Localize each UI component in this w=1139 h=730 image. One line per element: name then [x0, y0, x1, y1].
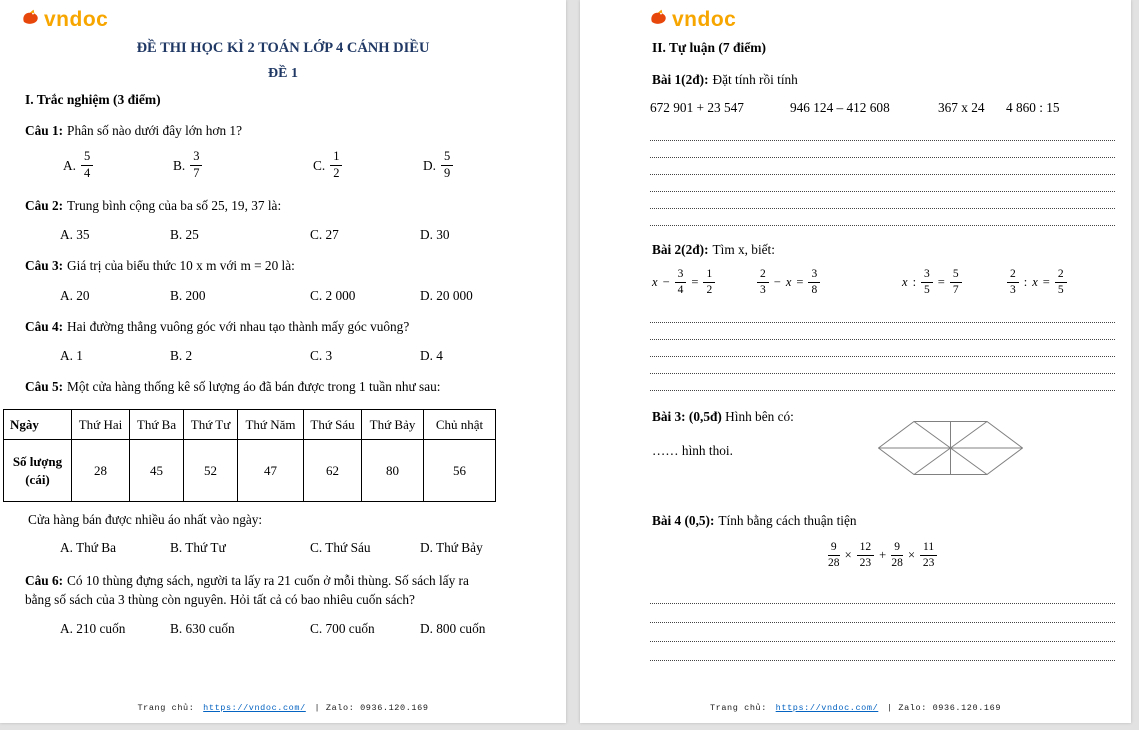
equation-4: $\frac{2}{3}$ : x = $\frac{2}{5}$: [1005, 268, 1069, 296]
table-value-cell: 47: [238, 440, 304, 502]
question-1-option-d: D. $\frac{5}{9}$: [420, 150, 455, 181]
question-2-option-b: B. 25: [170, 227, 199, 243]
question-1-option-c: C. $\frac{1}{2}$: [310, 150, 420, 181]
footer-suffix: | Zalo: 0936.120.169: [887, 703, 1002, 713]
equation-1: x − $\frac{3}{4}$ = $\frac{1}{2}$: [650, 268, 755, 296]
section-1-heading: I. Trắc nghiệm (3 điểm): [25, 92, 161, 107]
question-4-option-b: B. 2: [170, 348, 193, 364]
calc-subtraction: 946 124 – 412 608: [790, 100, 890, 115]
vndoc-bird-icon: [22, 9, 42, 26]
question-5-note: Cửa hàng bán được nhiều áo nhất vào ngày:: [28, 512, 263, 528]
section-2-heading: II. Tự luận (7 điểm): [652, 40, 766, 55]
question-1-option-b: B. $\frac{3}{7}$: [170, 150, 310, 181]
answer-line: [650, 623, 1115, 642]
problem-1-items: [650, 100, 1117, 116]
question-1-option-a: A. $\frac{5}{4}$: [60, 150, 170, 181]
problem-4-expression: $\frac{9}{28}$ × $\frac{12}{23}$ + $\frac{9}{28}$ × $\frac{11}{23}$: [650, 539, 1115, 571]
problem-1: [652, 72, 1117, 88]
question-3-option-b: B. 200: [170, 287, 206, 303]
table-value-cell: 80: [362, 440, 424, 502]
homepage-link[interactable]: https://vndoc.com/: [775, 703, 879, 713]
exam-page-2: [580, 0, 1131, 723]
footer-prefix: Trang chủ:: [709, 703, 767, 713]
question-3-label: Câu 3:: [25, 258, 64, 274]
footer-prefix: Trang chủ:: [137, 703, 195, 713]
calc-addition: 672 901 + 23 547: [650, 100, 744, 115]
problem-2-label: Bài 2(2đ):: [652, 242, 709, 257]
table-header-cell: Ngày: [4, 410, 72, 440]
answer-line: [650, 357, 1115, 374]
answer-line: [650, 209, 1115, 226]
answer-line: [650, 141, 1115, 158]
question-4-options: [60, 348, 552, 364]
question-6-option-c: C. 700 cuốn: [310, 621, 375, 637]
question-6: [25, 572, 544, 609]
problem-2-answer-area: [650, 306, 1115, 391]
problem-3-text: Hình bên có:: [725, 409, 794, 424]
question-6-options: [60, 621, 552, 637]
question-3: [25, 257, 544, 276]
question-5: [25, 378, 544, 397]
table-row-label: [4, 440, 72, 502]
row-label-line2: (cái): [25, 471, 50, 487]
question-5-text: Một cửa hàng thống kê số lượng áo đã bán được trong 1 tuần như sau:: [67, 379, 441, 395]
question-6-text-line1: Có 10 thùng đựng sách, người ta lấy ra 21 cuốn ở mỗi thùng. Số sách lấy ra: [67, 573, 469, 589]
exam-page-1: [0, 0, 566, 723]
answer-line: [650, 374, 1115, 391]
vndoc-logo-2: [580, 0, 1131, 32]
question-6-option-a: A. 210 cuốn: [60, 621, 126, 637]
problem-4-text: Tính bằng cách thuận tiện: [718, 513, 857, 528]
exam-subtitle: ĐỀ 1: [268, 66, 298, 81]
vndoc-bird-icon: [650, 9, 670, 26]
question-1: [25, 122, 544, 141]
problem-2: [652, 242, 1117, 258]
homepage-link[interactable]: https://vndoc.com/: [203, 703, 306, 713]
rhombus-figure: [878, 421, 1023, 475]
question-5-options: [60, 540, 552, 556]
problem-4-label: Bài 4 (0,5):: [652, 513, 715, 528]
problem-1-label: Bài 1(2đ):: [652, 72, 709, 87]
question-1-label: Câu 1:: [25, 123, 64, 138]
exam-title: ĐỀ THI HỌC KÌ 2 TOÁN LỚP 4 CÁNH DIỀU: [136, 40, 430, 56]
answer-line: [650, 340, 1115, 357]
question-3-option-a: A. 20: [60, 287, 90, 303]
question-5-label: Câu 5:: [25, 379, 64, 395]
problem-2-text: Tìm x, biết:: [712, 242, 775, 257]
answer-line: [650, 306, 1115, 323]
calc-multiplication: 367 x 24: [938, 100, 985, 115]
footer-suffix: | Zalo: 0936.120.169: [314, 703, 429, 713]
table-value-cell: 56: [424, 440, 496, 502]
equation-2: $\frac{2}{3}$ − x = $\frac{3}{8}$: [755, 268, 900, 296]
question-6-label: Câu 6:: [25, 573, 64, 589]
question-2-text: Trung bình cộng của ba số 25, 19, 37 là:: [67, 197, 282, 213]
calc-division: 4 860 : 15: [1006, 100, 1060, 115]
answer-line: [650, 158, 1115, 175]
question-6-option-b: B. 630 cuốn: [170, 621, 235, 637]
question-2-option-a: A. 35: [60, 227, 90, 243]
question-4: [25, 318, 544, 337]
problem-3-blank: …… hình thoi.: [652, 443, 733, 458]
problem-3-label: Bài 3: (0,5đ): [652, 409, 722, 424]
problem-4-answer-area: [650, 585, 1115, 661]
table-value-cell: 52: [184, 440, 238, 502]
question-5-option-b: B. Thứ Tư: [170, 540, 226, 556]
question-4-label: Câu 4:: [25, 318, 64, 334]
question-6-option-d: D. 800 cuốn: [420, 621, 486, 637]
question-5-option-a: A. Thứ Ba: [60, 540, 117, 556]
equation-3: x : $\frac{3}{5}$ = $\frac{5}{7}$: [900, 268, 1005, 296]
answer-line: [650, 323, 1115, 340]
question-2-option-c: C. 27: [310, 227, 339, 243]
vndoc-logo-text: vndoc: [44, 8, 109, 31]
question-5-option-d: D. Thứ Bảy: [420, 540, 483, 556]
table-header-cell: Thứ Ba: [130, 410, 184, 440]
table-value-cell: 62: [304, 440, 362, 502]
question-3-option-d: D. 20 000: [420, 287, 473, 303]
question-4-option-c: C. 3: [310, 348, 333, 364]
question-2-option-d: D. 30: [420, 227, 450, 243]
answer-line: [650, 604, 1115, 623]
question-3-option-c: C. 2 000: [310, 287, 356, 303]
question-4-option-d: D. 4: [420, 348, 443, 364]
answer-line: [650, 642, 1115, 661]
question-2-options: [60, 227, 552, 243]
table-value-cell: 28: [72, 440, 130, 502]
problem-3: [652, 409, 1117, 493]
vndoc-logo-text: vndoc: [672, 8, 737, 31]
table-header-cell: Thứ Năm: [238, 410, 304, 440]
answer-line: [650, 192, 1115, 209]
question-3-text: Giá trị của biểu thức 10 x m với m = 20 là:: [67, 258, 295, 274]
table-header-cell: Thứ Bảy: [362, 410, 424, 440]
question-4-text: Hai đường thẳng vuông góc với nhau tạo thành mấy góc vuông?: [67, 318, 410, 334]
table-header-cell: Thứ Sáu: [304, 410, 362, 440]
problem-4: [652, 513, 1117, 529]
question-5-option-c: C. Thứ Sáu: [310, 540, 371, 556]
question-4-option-a: A. 1: [60, 348, 83, 364]
sales-table: [3, 409, 496, 502]
question-2: [25, 197, 544, 216]
table-header-cell: Thứ Hai: [72, 410, 130, 440]
problem-2-equations: [650, 266, 1117, 298]
row-label-line1: Số lượng: [12, 453, 63, 469]
vndoc-logo: [0, 0, 566, 32]
answer-line: [650, 585, 1115, 604]
table-header-cell: Chủ nhật: [424, 410, 496, 440]
page-footer: [580, 703, 1131, 713]
table-data-row: [4, 440, 496, 502]
table-header-cell: Thứ Tư: [184, 410, 238, 440]
question-2-label: Câu 2:: [25, 197, 64, 213]
table-header-row: [4, 410, 496, 440]
question-3-options: [60, 288, 552, 304]
answer-line: [650, 124, 1115, 141]
page-footer: [0, 703, 566, 713]
answer-line: [650, 175, 1115, 192]
problem-1-answer-area: [650, 124, 1115, 226]
question-1-options: [60, 149, 552, 183]
table-value-cell: 45: [130, 440, 184, 502]
question-1-text: Phân số nào dưới đây lớn hơn 1?: [67, 123, 242, 138]
question-6-text-line2: bằng số sách của 3 thùng còn nguyên. Hỏi tất cả có bao nhiêu cuốn sách?: [25, 591, 415, 607]
problem-1-text: Đặt tính rồi tính: [712, 72, 798, 87]
